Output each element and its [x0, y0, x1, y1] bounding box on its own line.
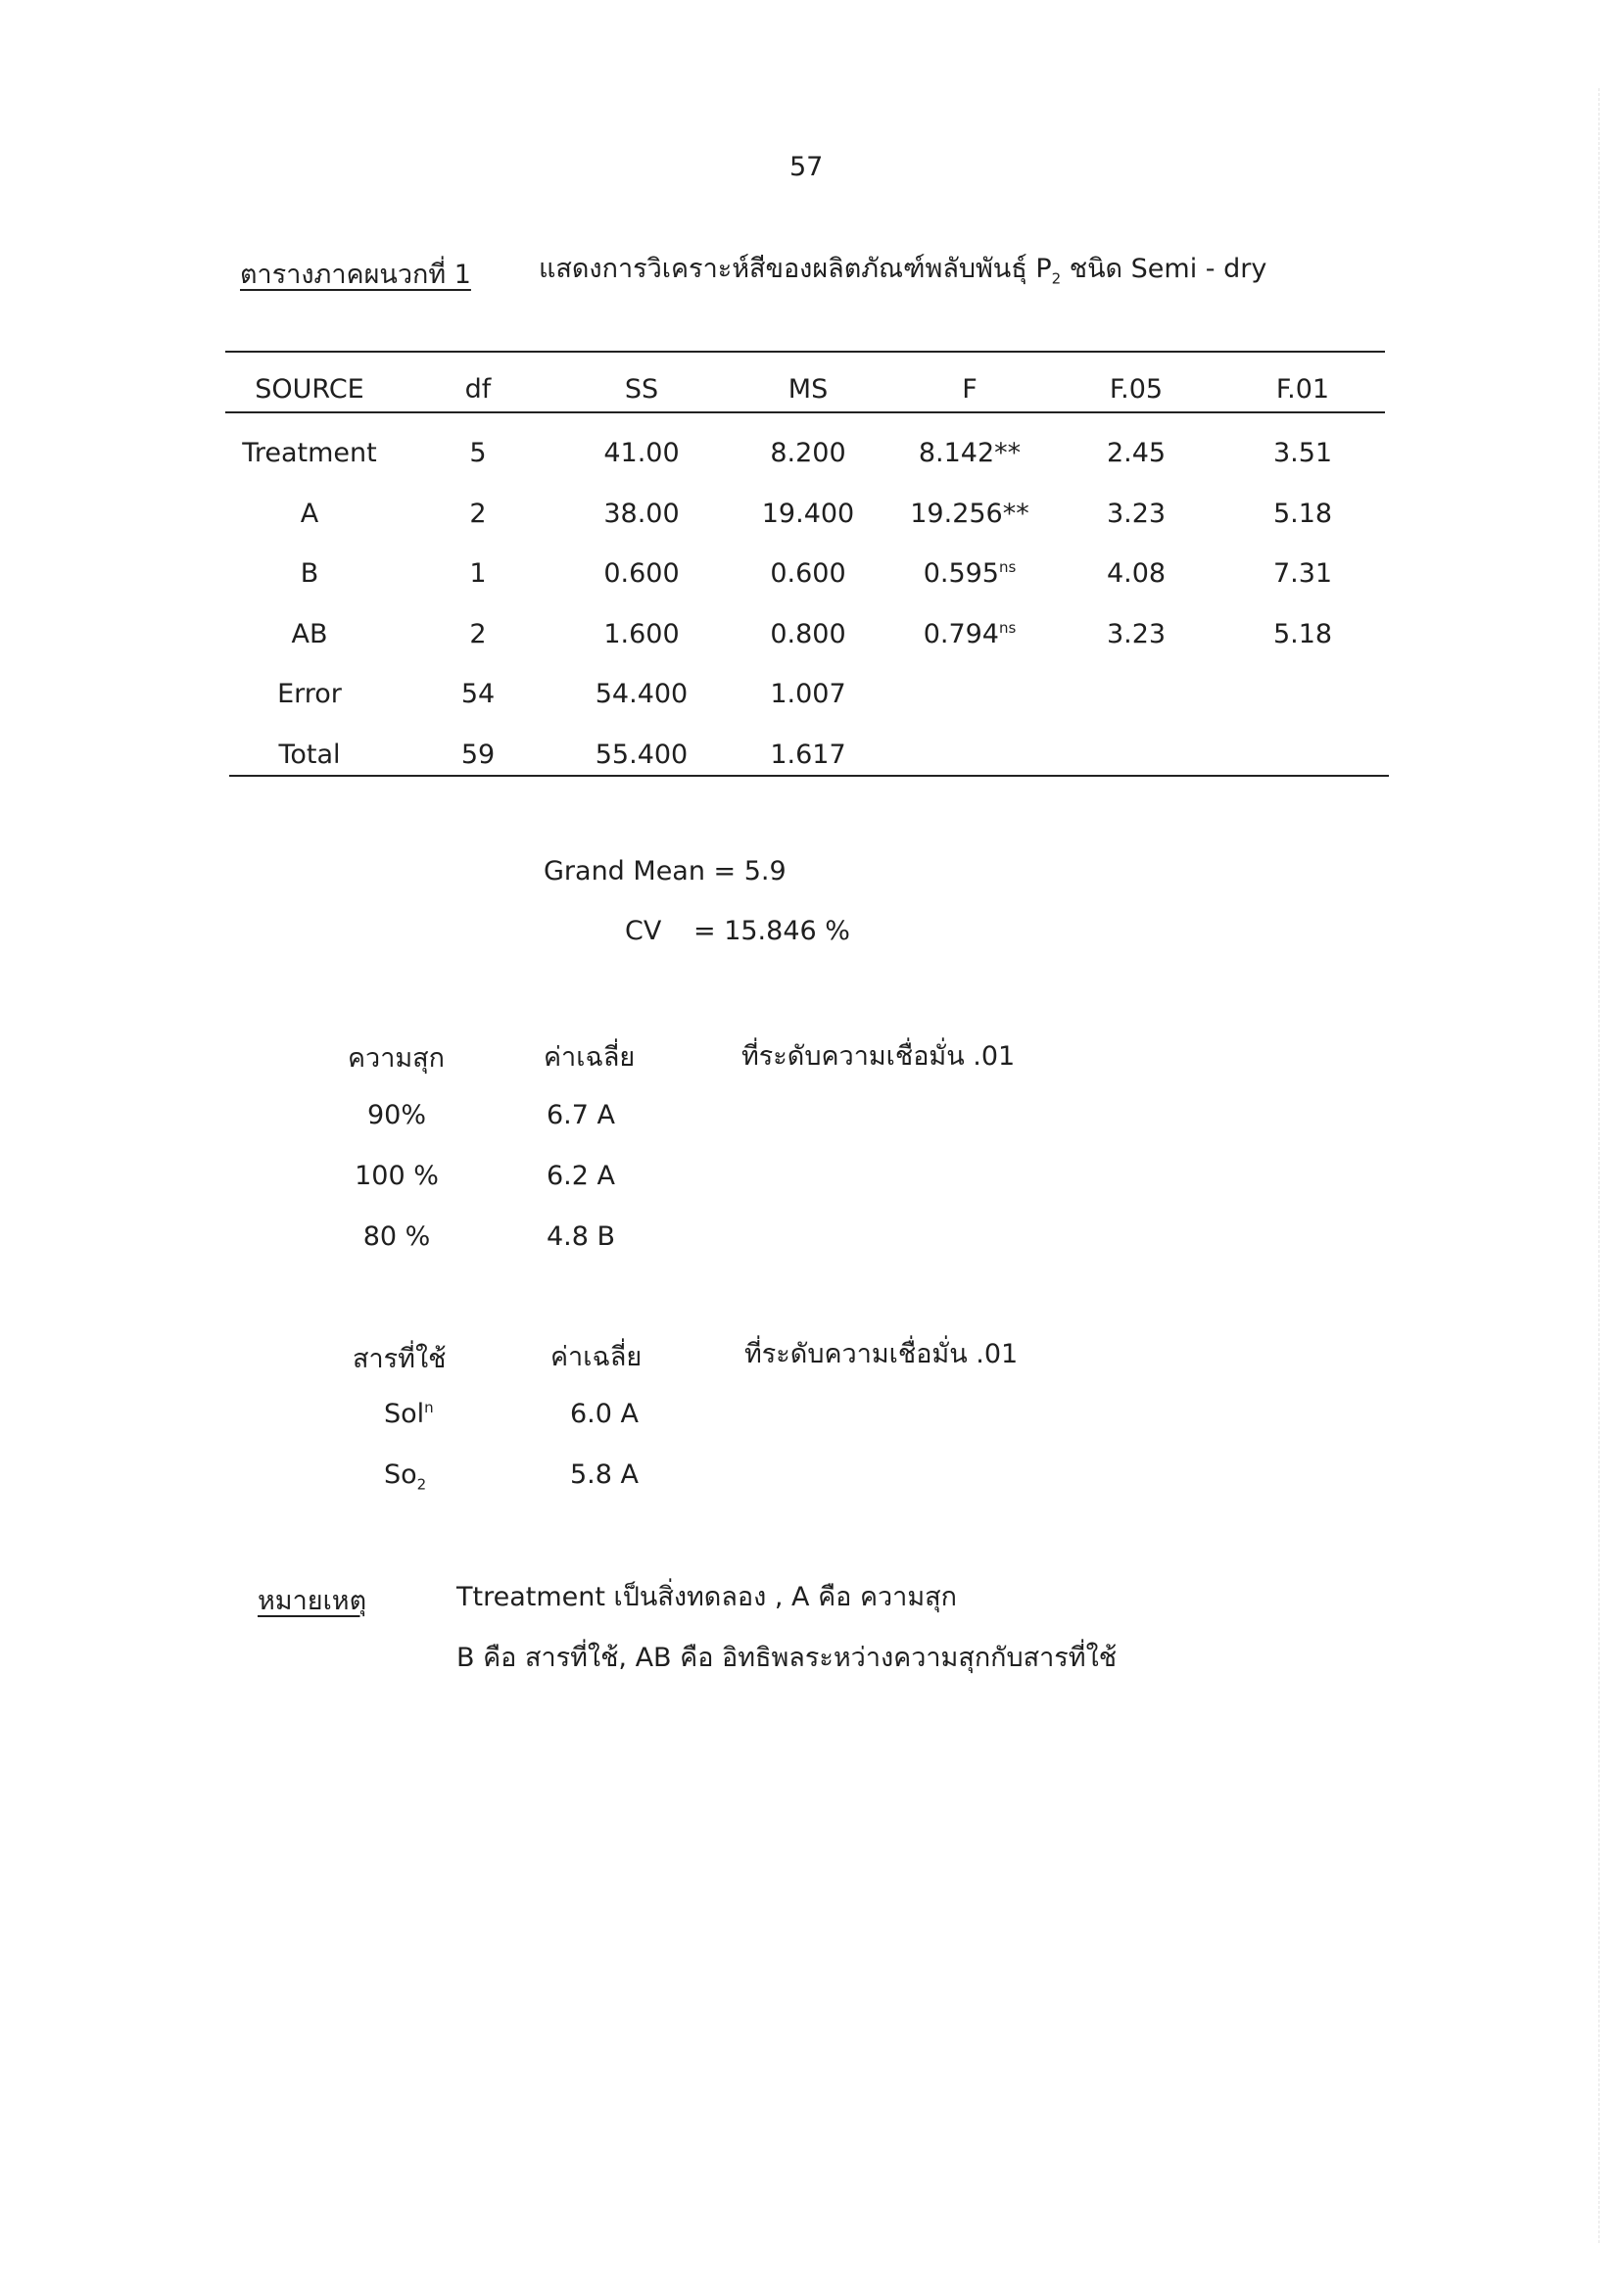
cell-ms: 0.800 [770, 618, 846, 649]
cell-f05: 3.23 [1106, 498, 1167, 529]
substance-mean: 6.0 A [570, 1399, 639, 1429]
header-ms: MS [787, 374, 829, 405]
cell-source: Error [277, 679, 342, 709]
substance-superscript: n [424, 1399, 434, 1416]
cell-f [886, 558, 1053, 589]
cell-ms: 0.600 [770, 558, 846, 589]
substance-confidence-header: ที่ระดับความเชื่อมั่น .01 [744, 1339, 1019, 1369]
cell-ss: 38.00 [603, 498, 680, 529]
page-number: 57 [789, 152, 824, 182]
cell-ms: 1.007 [770, 679, 846, 709]
substance-name [384, 1459, 426, 1493]
significance-mark: ns [998, 618, 1017, 637]
substance-name-text: So [384, 1459, 417, 1490]
cell-source: Treatment [242, 438, 377, 468]
header-df: df [464, 374, 492, 405]
substance-mean: 5.8 A [570, 1459, 639, 1490]
cell-ms: 19.400 [761, 498, 855, 529]
cell-f01: 7.31 [1272, 558, 1333, 589]
table-header-rule [225, 411, 1385, 413]
note-label: หมายเหตุ [258, 1586, 367, 1616]
header-source: SOURCE [255, 374, 364, 405]
ripeness-level: 100 % [355, 1161, 439, 1191]
grand-mean: Grand Mean = 5.9 [544, 856, 787, 886]
f-value: 0.595 [923, 558, 999, 589]
significance-mark: ns [998, 558, 1017, 576]
cell-df: 54 [460, 679, 496, 709]
ripeness-mean: 6.2 A [547, 1161, 615, 1191]
cell-source: Total [278, 739, 341, 770]
table-bottom-rule [229, 775, 1389, 777]
ripeness-level: 80 % [362, 1221, 431, 1252]
cell-f01: 3.51 [1272, 438, 1333, 468]
table-row [0, 679, 1622, 718]
ripeness-mean: 6.7 A [547, 1100, 615, 1130]
cell-ss: 55.400 [595, 739, 689, 770]
cell-f05: 4.08 [1106, 558, 1167, 589]
caption-label: ตารางภาคผนวกที่ 1 [240, 260, 471, 290]
cell-source: AB [291, 618, 328, 649]
ripeness-mean: 4.8 B [547, 1221, 616, 1252]
cv-value: = 15.846 % [693, 916, 850, 946]
cell-f [886, 438, 1053, 468]
cell-f05: 2.45 [1106, 438, 1167, 468]
cell-f05: 3.23 [1106, 618, 1167, 649]
header-f01: F.01 [1275, 374, 1330, 405]
f-value: 19.256** [910, 498, 1029, 529]
cell-source: A [300, 498, 319, 529]
cv-label: CV [625, 916, 662, 946]
caption-text [539, 247, 1266, 289]
table-header-row [0, 374, 1622, 413]
ripeness-header: ความสุก [348, 1043, 446, 1074]
cell-df: 1 [469, 558, 487, 589]
table-row [0, 740, 1622, 779]
table-row [0, 558, 1622, 598]
caption-text-after: ชนิด Semi - dry [1061, 254, 1267, 284]
cell-ms: 1.617 [770, 739, 846, 770]
cell-f01: 5.18 [1272, 498, 1333, 529]
table-row [0, 438, 1622, 477]
ripeness-level: 90% [366, 1100, 426, 1130]
ripeness-mean-header: ค่าเฉลี่ย [544, 1042, 636, 1073]
note-line-2: B คือ สารที่ใช้, AB คือ อิทธิพลระหว่างความสุกกับสารที่ใช้ [456, 1643, 1118, 1673]
f-value: 8.142** [918, 438, 1022, 468]
cell-ss: 54.400 [595, 679, 689, 709]
cell-f [886, 499, 1053, 529]
cell-f [886, 619, 1053, 649]
cell-source: B [300, 558, 319, 589]
cell-f01: 5.18 [1272, 618, 1333, 649]
cell-df: 2 [469, 498, 487, 529]
cell-df: 2 [469, 618, 487, 649]
header-f05: F.05 [1109, 374, 1164, 405]
header-f: F [962, 374, 978, 405]
substance-header: สารที่ใช้ [353, 1344, 447, 1374]
table-row [0, 499, 1622, 538]
substance-mean-header: ค่าเฉลี่ย [550, 1342, 643, 1372]
substance-name-text: Sol [384, 1399, 425, 1429]
cell-ss: 1.600 [603, 618, 680, 649]
cell-df: 5 [469, 438, 487, 468]
cell-ss: 0.600 [603, 558, 680, 589]
cell-ss: 41.00 [603, 438, 680, 468]
table-top-rule [225, 351, 1385, 353]
caption-text-before: แสดงการวิเคราะห์สีของผลิตภัณฑ์พลับพันธุ์ P [539, 254, 1052, 284]
table-row [0, 619, 1622, 658]
cell-df: 59 [460, 739, 496, 770]
ripeness-confidence-header: ที่ระดับความเชื่อมั่น .01 [741, 1041, 1016, 1072]
cell-ms: 8.200 [770, 438, 846, 468]
header-ss: SS [624, 374, 659, 405]
substance-subscript: 2 [416, 1475, 427, 1494]
caption-subscript: 2 [1051, 269, 1062, 288]
substance-name [384, 1399, 434, 1432]
f-value: 0.794 [923, 618, 999, 649]
note-line-1: Ttreatment เป็นสิ่งทดลอง , A คือ ความสุก [456, 1582, 957, 1612]
